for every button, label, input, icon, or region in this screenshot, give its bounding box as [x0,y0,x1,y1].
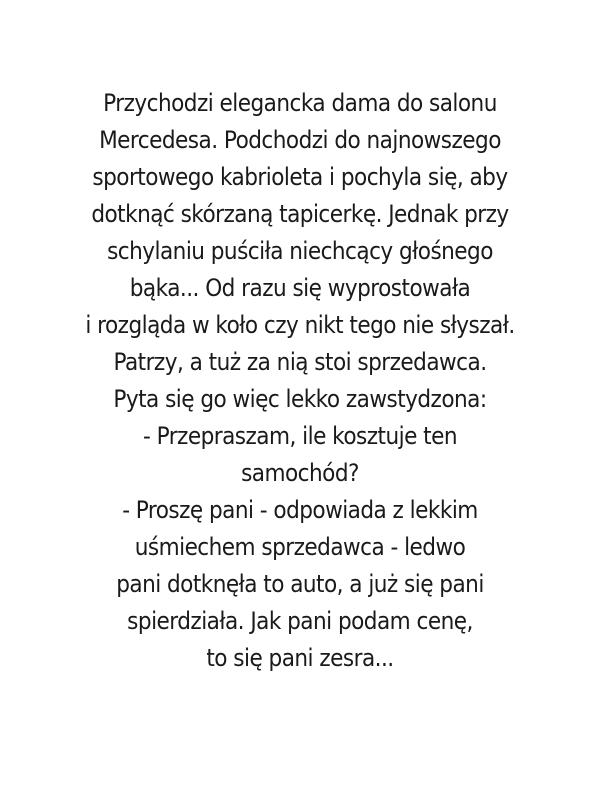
text-line: Mercedesa. Podchodzi do najnowszego [99,126,501,154]
text-line: - Przepraszam, ile kosztuje ten [143,422,457,450]
text-line: spierdziała. Jak pani podam cenę, [127,607,473,635]
text-line: i rozgląda w koło czy nikt tego nie słyszał. [85,311,515,339]
text-line: to się pani zesra... [206,644,394,672]
text-line: uśmiechem sprzedawca - ledwo [134,533,466,561]
text-line: Patrzy, a tuż za nią stoi sprzedawca. [113,348,487,376]
text-line: bąka... Od razu się wyprostowała [129,274,471,302]
text-line: - Proszę pani - odpowiada z lekkim [122,496,478,524]
text-line: sportowego kabrioleta i pochyla się, aby [92,163,508,191]
text-line: pani dotknęła to auto, a już się pani [116,570,484,598]
text-line: samochód? [241,459,359,487]
text-line: Przychodzi elegancka dama do salonu [103,89,497,117]
text-line: schylaniu puściła niechcący głośnego [107,237,493,265]
text-line: dotknąć skórzaną tapicerkę. Jednak przy [91,200,509,228]
joke-text [30,85,570,677]
text-line: Pyta się go więc lekko zawstydzona: [113,385,487,413]
